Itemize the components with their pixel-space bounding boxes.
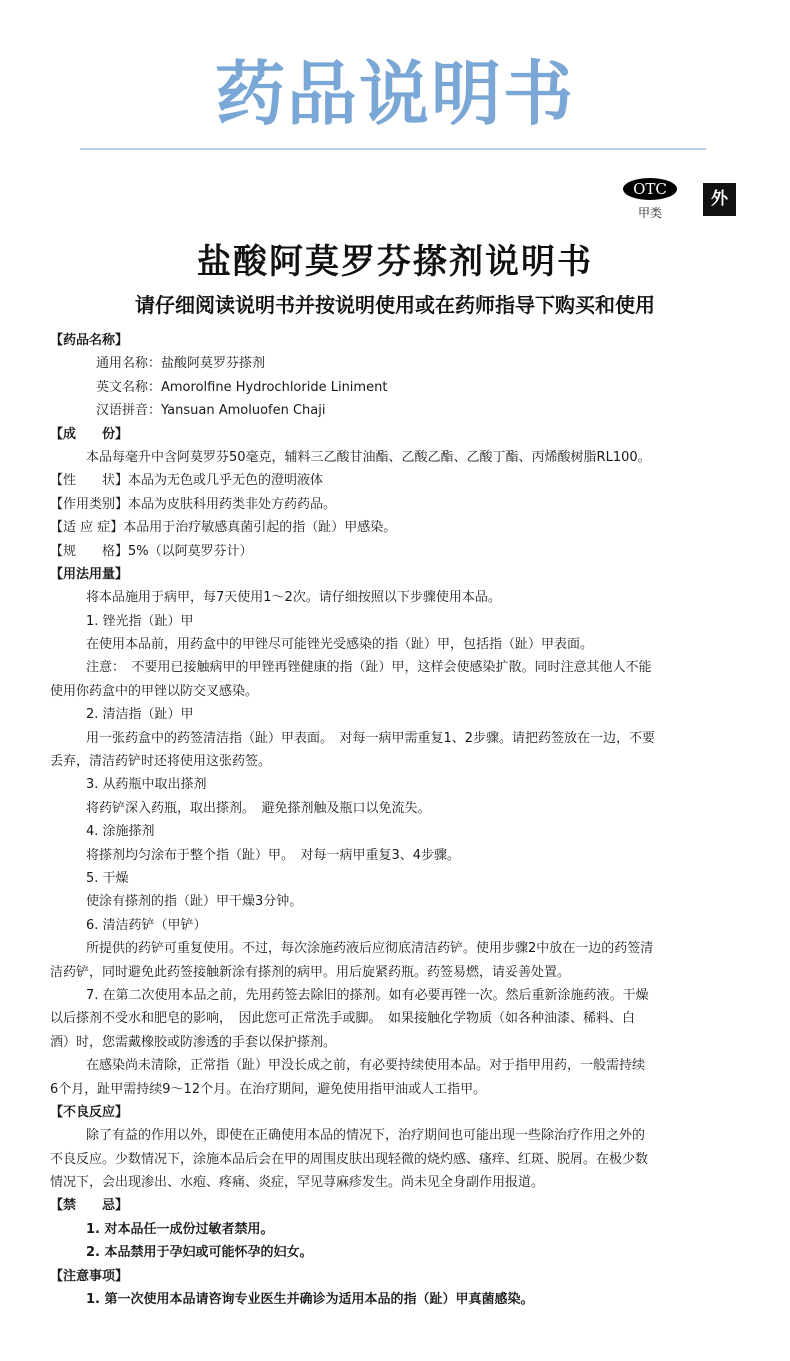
text-line: 英文名称：Amorolfine Hydrochloride Liniment bbox=[96, 379, 388, 395]
text-line: 本品每毫升中含阿莫罗芬50毫克，辅料三乙酸甘油酯、乙酸乙酯、乙酸丁酯、丙烯酸树脂RL100。 bbox=[86, 449, 651, 465]
text-line: 汉语拼音：Yansuan Amoluofen Chaji bbox=[96, 403, 326, 419]
section-heading: 【不良反应】 bbox=[50, 1104, 129, 1120]
text-line: 使涂有搽剂的指（趾）甲干燥3分钟。 bbox=[86, 894, 303, 910]
section-heading: 【禁 忌】 bbox=[50, 1198, 129, 1214]
external-use-mark: 外 bbox=[703, 183, 736, 216]
section-line: 【规 格】5%（以阿莫罗芬计） bbox=[50, 543, 253, 559]
otc-oval-icon: OTC bbox=[623, 178, 677, 200]
section-heading: 【药品名称】 bbox=[50, 333, 129, 348]
text-line: 将药铲深入药瓶，取出搽剂。 避免搽剂触及瓶口以免流失。 bbox=[86, 800, 431, 816]
section-line: 【适 应 症】本品用于治疗敏感真菌引起的指（趾）甲感染。 bbox=[50, 520, 397, 536]
text-line: 6个月，趾甲需持续9～12个月。在治疗期间，避免使用指甲油或人工指甲。 bbox=[50, 1081, 487, 1097]
list-item: 1. 第一次使用本品请咨询专业医生并确诊为适用本品的指（趾）甲真菌感染。 bbox=[86, 1292, 534, 1308]
text-line: 在感染尚未清除，正常指（趾）甲没长成之前，有必要持续使用本品。对于指甲用药，一般需持续 bbox=[86, 1058, 646, 1074]
text-line: 使用你药盒中的甲锉以防交叉感染。 bbox=[50, 683, 259, 699]
step-heading: 6. 清洁药铲（甲铲） bbox=[86, 917, 207, 933]
step-heading: 3. 从药瓶中取出搽剂 bbox=[86, 777, 207, 793]
step-heading: 4. 涂施搽剂 bbox=[86, 824, 155, 840]
text-line: 情况下，会出现渗出、水疱、疼痛、炎症，罕见荨麻疹发生。尚未见全身副作用报道。 bbox=[50, 1175, 545, 1191]
text-line: 注意： 不要用已接触病甲的甲锉再锉健康的指（趾）甲，这样会使感染扩散。同时注意其他人不能 bbox=[86, 660, 652, 676]
step-heading: 1. 锉光指（趾）甲 bbox=[86, 613, 194, 629]
step-heading: 2. 清洁指（趾）甲 bbox=[86, 707, 194, 723]
section-line: 【性 状】本品为无色或几乎无色的澄明液体 bbox=[50, 473, 324, 489]
section-heading: 【用法用量】 bbox=[50, 566, 129, 582]
text-line: 在使用本品前，用药盒中的甲锉尽可能锉光受感染的指（趾）甲，包括指（趾）甲表面。 bbox=[86, 637, 594, 653]
otc-category: 甲类 bbox=[637, 206, 662, 220]
banner-title: 药品说明书 bbox=[215, 53, 575, 135]
banner-divider bbox=[80, 148, 706, 150]
otc-badge bbox=[620, 178, 680, 221]
section-heading: 【成 份】 bbox=[50, 426, 129, 442]
document-title: 盐酸阿莫罗芬搽剂说明书 bbox=[197, 242, 593, 282]
list-item: 2. 本品禁用于孕妇或可能怀孕的妇女。 bbox=[86, 1245, 313, 1261]
step-heading: 5. 干燥 bbox=[86, 870, 129, 886]
text-line: 将搽剂均匀涂布于整个指（趾）甲。 对每一病甲重复3、4步骤。 bbox=[86, 847, 461, 863]
text-line: 以后搽剂不受水和肥皂的影响， 因此您可正常洗手或脚。 如果接触化学物质（如各种油漆、稀料、白 bbox=[50, 1011, 636, 1027]
text-line: 不良反应。少数情况下，涂施本品后会在甲的周围皮肤出现轻微的烧灼感、瘙痒、红斑、脱屑。在极少数 bbox=[50, 1151, 649, 1167]
list-item: 1. 对本品任一成份过敏者禁用。 bbox=[86, 1221, 274, 1237]
text-line: 酒）时，您需戴橡胶或防渗透的手套以保护搽剂。 bbox=[50, 1034, 337, 1050]
document-subtitle: 请仔细阅读说明书并按说明使用或在药师指导下购买和使用 bbox=[135, 293, 655, 317]
text-line: 丢弃，清洁药铲时还将使用这张药签。 bbox=[50, 754, 272, 770]
text-line: 7. 在第二次使用本品之前，先用药签去除旧的搽剂。如有必要再锉一次。然后重新涂施药液。干燥 bbox=[86, 987, 649, 1003]
section-heading: 【注意事项】 bbox=[50, 1268, 129, 1284]
text-line: 除了有益的作用以外，即使在正确使用本品的情况下，治疗期间也可能出现一些除治疗作用之外的 bbox=[86, 1128, 646, 1144]
section-line: 【作用类别】本品为皮肤科用药类非处方药药品。 bbox=[50, 496, 337, 512]
text-line: 洁药铲，同时避免此药签接触新涂有搽剂的病甲。用后旋紧药瓶。药签易燃，请妥善处置。 bbox=[50, 964, 571, 980]
text-line: 通用名称：盐酸阿莫罗芬搽剂 bbox=[96, 356, 266, 372]
text-line: 将本品施用于病甲，每7天使用1～2次。请仔细按照以下步骤使用本品。 bbox=[86, 590, 501, 606]
text-line: 用一张药盒中的药签清洁指（趾）甲表面。 对每一病甲需重复1、2步骤。请把药签放在一边，不要 bbox=[86, 730, 656, 746]
text-line: 所提供的药铲可重复使用。不过，每次涂施药液后应彻底清洁药铲。使用步骤2中放在一边的药签清 bbox=[86, 941, 654, 957]
leaflet-body bbox=[50, 329, 715, 1311]
